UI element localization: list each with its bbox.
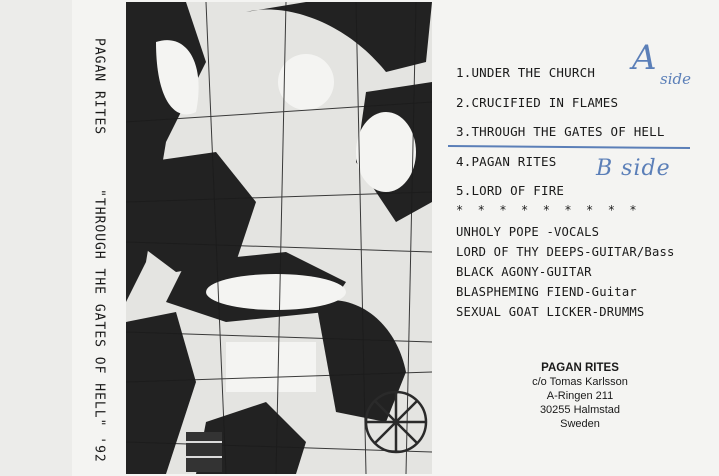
spine-band: PAGAN RITES: [91, 38, 107, 136]
member-3: BLACK AGONY-GUITAR: [456, 265, 592, 279]
side-a-word: side: [660, 70, 691, 88]
address-line-3: 30255 Halmstad: [539, 404, 621, 416]
address-line-1: c/o Tomas Karlsson: [532, 376, 628, 388]
track-2: 2.CRUCIFIED IN FLAMES: [456, 94, 619, 110]
address-line-4: Sweden: [560, 418, 600, 430]
member-4: BLASPHEMING FIEND-Guitar: [456, 285, 637, 299]
lineup: [456, 224, 716, 324]
member-5: SEXUAL GOAT LICKER-DRUMMS: [456, 305, 645, 319]
side-b-label: B side: [596, 156, 671, 181]
track-3: 3.THROUGH THE GATES OF HELL: [456, 124, 665, 139]
contact-address: [505, 361, 655, 431]
address-line-2: A-Ringen 211: [546, 390, 614, 402]
spine-text: [92, 38, 107, 476]
track-4: 4.PAGAN RITES: [456, 153, 557, 169]
engraving-illustration: [126, 2, 432, 474]
cover-artwork: [126, 2, 432, 474]
track-5: 5.LORD OF FIRE: [456, 183, 565, 198]
member-1: UNHOLY POPE -VOCALS: [456, 225, 600, 239]
address-band: PAGAN RITES: [541, 362, 619, 374]
spine: [78, 0, 120, 476]
track-1: 1.UNDER THE CHURCH: [456, 65, 596, 80]
inlay-flap: [0, 0, 72, 476]
member-2: LORD OF THY DEEPS-GUITAR/Bass: [456, 245, 675, 259]
spine-title: "THROUGH THE GATES OF HELL" '92: [91, 189, 107, 463]
star-separator: * * * * * * * * *: [456, 203, 637, 217]
side-a-letter: A: [632, 38, 657, 78]
